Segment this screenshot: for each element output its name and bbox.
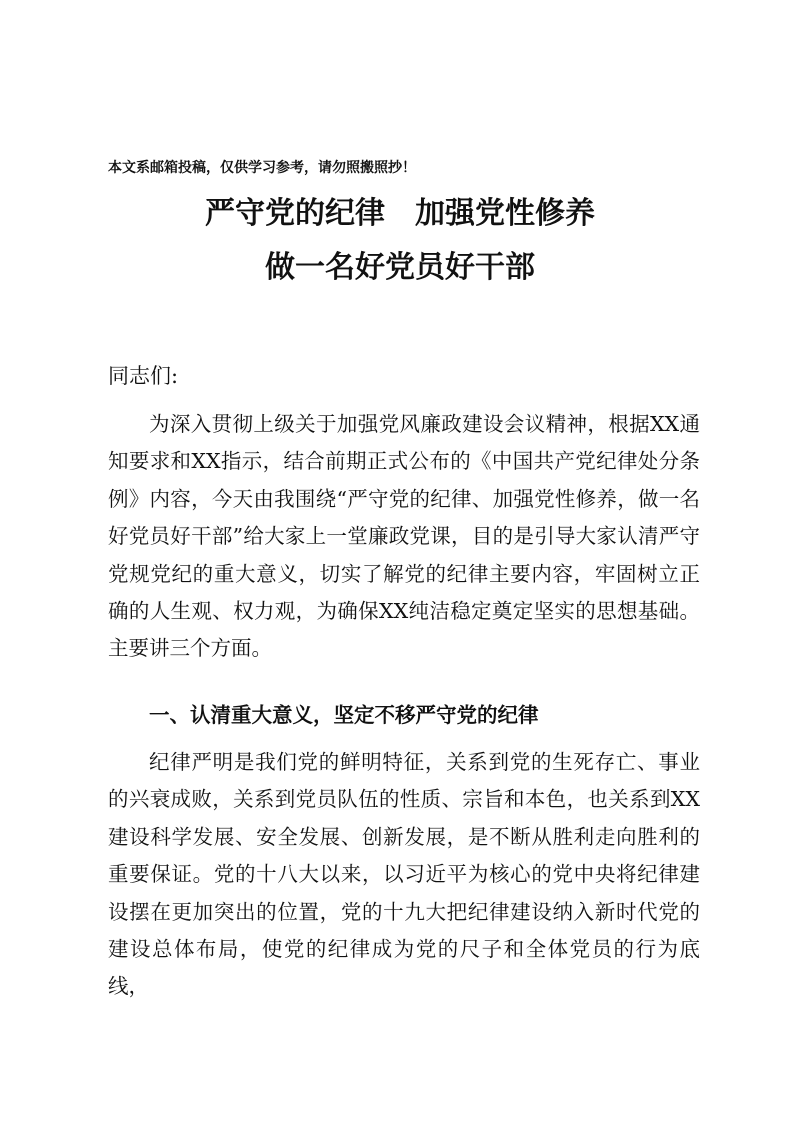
document-title-line-1: 严守党的纪律 加强党性修养	[205, 196, 595, 231]
body-paragraph-intro: 为深入贯彻上级关于加强党风廉政建设会议精神，根据XX通知要求和XX指示，结合前期正式公布的《中国共产党纪律处分条例》内容，今天由我围绕“严守党的纪律、加强党性修养，做一名好党员好干部”给大家上一堂廉政党课，目的是引导大家认清严守党规党纪的重大意义，切实了解党的纪律主要内容，牢固树立正确的人生观、权力观，为确保XX纯洁稳定奠定坚实的思想基础。主要讲三个方面。	[108, 412, 700, 661]
document-title-line-2: 做一名好党员好干部	[265, 250, 535, 285]
section-heading-1: 一、认清重大意义，坚定不移严守党的纪律	[149, 703, 539, 727]
copyright-notice: 本文系邮箱投稿，仅供学习参考，请勿照搬照抄！	[108, 160, 416, 176]
salutation: 同志们:	[108, 364, 179, 388]
body-paragraph-section-1: 纪律严明是我们党的鲜明特征，关系到党的生死存亡、事业的兴衰成败，关系到党员队伍的性质、宗旨和本色，也关系到XX建设科学发展、安全发展、创新发展，是不断从胜利走向胜利的重要保证。党的十八大以来，以习近平为核心的党中央将纪律建设摆在更加突出的位置，党的十九大把纪律建设纳入新时代党的建设总体布局，使党的纪律成为党的尺子和全体党员的行为底线，	[108, 750, 700, 999]
